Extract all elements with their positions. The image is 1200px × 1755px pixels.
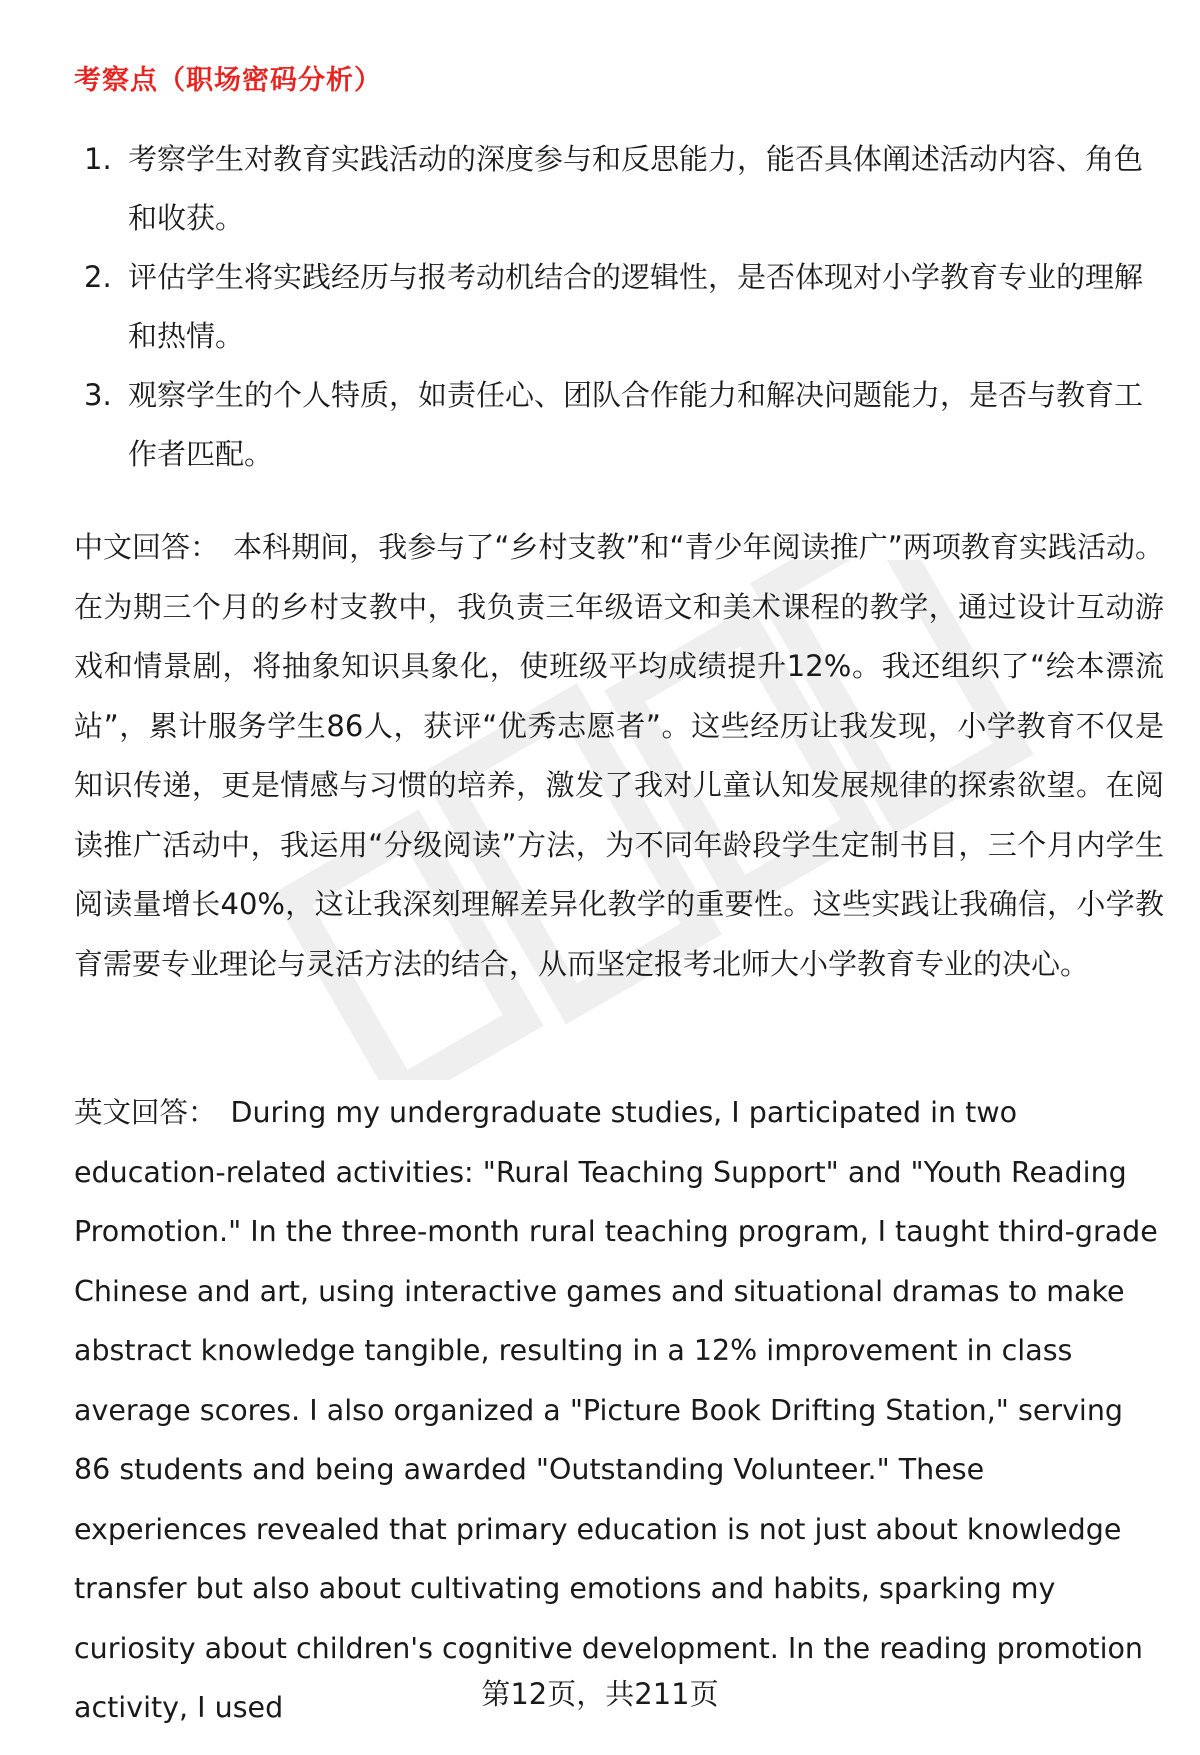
list-number: 3. (84, 378, 112, 412)
english-answer-paragraph (74, 1083, 1164, 1738)
list-item (74, 130, 1144, 248)
assessment-points-list (74, 130, 1144, 484)
list-item (74, 366, 1144, 484)
list-item (74, 248, 1144, 366)
list-item-text: 评估学生将实践经历与报考动机结合的逻辑性，是否体现对小学教育专业的理解和热情。 (128, 260, 1144, 353)
list-item-text: 考察学生对教育实践活动的深度参与和反思能力，能否具体阐述活动内容、角色和收获。 (128, 142, 1144, 235)
list-number: 2. (84, 260, 112, 294)
section-title: 考察点（职场密码分析） (74, 65, 382, 96)
list-number: 1. (84, 142, 112, 176)
page-footer: 第12页，共211页 (481, 1677, 719, 1711)
english-answer-label: 英文回答： (74, 1096, 217, 1129)
chinese-answer-label: 中文回答： (74, 530, 220, 564)
chinese-answer-text: 本科期间，我参与了“乡村支教”和“青少年阅读推广”两项教育实践活动。在为期三个月的乡村支教中，我负责三年级语文和美术课程的教学，通过设计互动游戏和情景剧，将抽象知识具象化，使班级平均成绩提升12%。我还组织了“绘本漂流站”，累计服务学生86人，获评“优秀志愿者”。这些经历让我发现，小学教育不仅是知识传递，更是情感与习惯的培养，激发了我对儿童认知发展规律的探索欲望。在阅读推广活动中，我运用“分级阅读”方法，为不同年龄段学生定制书目，三个月内学生阅读量增长40%，这让我深刻理解差异化教学的重要性。这些实践让我确信，小学教育需要专业理论与灵活方法的结合，从而坚定报考北师大小学教育专业的决心。 (74, 530, 1164, 981)
list-item-text: 观察学生的个人特质，如责任心、团队合作能力和解决问题能力，是否与教育工作者匹配。 (128, 378, 1144, 471)
chinese-answer-paragraph (74, 518, 1164, 994)
english-answer-text: During my undergraduate studies, I participated in two education-related activities: "Rural Teaching Support" and "Youth Reading Promotion." In the three-month rural teaching program, I taught third-grade Chinese and art, using interactive games and situational dramas to make abstract knowledge tangible, resulting in a 12% improvement in class average scores. I also organized a "Picture Book Drifting Station," serving 86 students and being awarded "Outstanding Volunteer." These experiences revealed that primary education is not just about knowledge transfer but also about cultivating emotions and habits, sparking my curiosity about children's cognitive development. In the reading promotion activity, I used (74, 1096, 1158, 1724)
